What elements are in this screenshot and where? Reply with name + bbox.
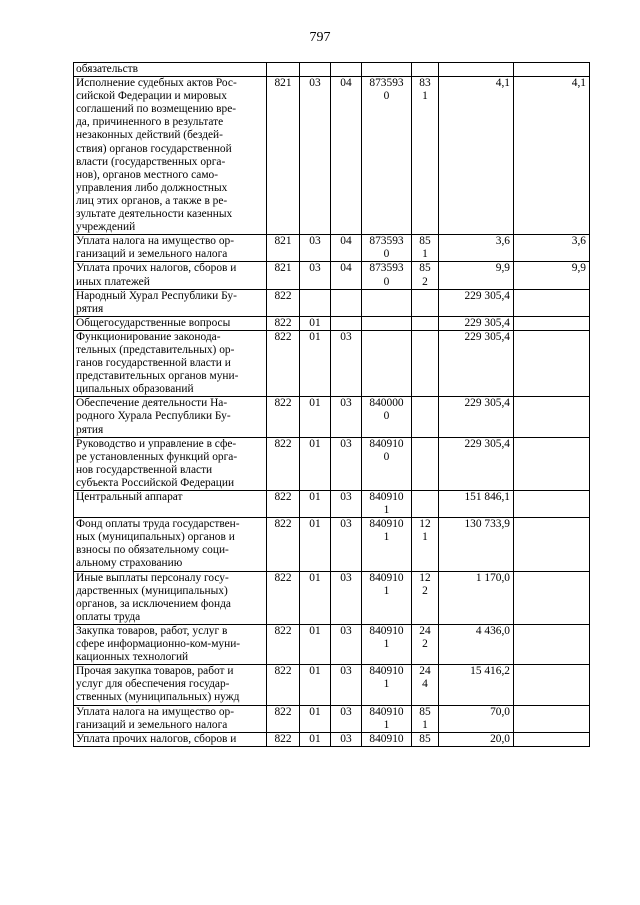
subsection-code-cell (331, 289, 362, 316)
amount-cell-1: 229 305,4 (439, 316, 514, 330)
table-row (74, 330, 590, 396)
row-name-cell: Функционирование законода- тельных (представительных) ор- ганов государственной власти и представительных органов муни- ципальных образований (74, 330, 267, 396)
target-article-cell: 840000 0 (362, 397, 412, 437)
row-name-cell: Закупка товаров, работ, услуг в сфере информационно-ком-муни- кационных технологий (74, 624, 267, 664)
amount-cell-1: 229 305,4 (439, 397, 514, 437)
table-row (74, 289, 590, 316)
subsection-code-cell: 03 (331, 732, 362, 746)
amount-cell-1: 15 416,2 (439, 665, 514, 705)
amount-cell-1: 130 733,9 (439, 518, 514, 571)
section-code-cell (300, 289, 331, 316)
subsection-code-cell: 04 (331, 235, 362, 262)
table-row (74, 63, 590, 77)
ministry-code-cell: 822 (267, 289, 300, 316)
expense-type-cell: 24 4 (412, 665, 439, 705)
amount-cell-2 (514, 330, 590, 396)
ministry-code-cell: 821 (267, 262, 300, 289)
row-name-cell: Прочая закупка товаров, работ и услуг для обеспечения государ- ственных (муниципальных) нужд (74, 665, 267, 705)
target-article-cell: 840910 1 (362, 518, 412, 571)
section-code-cell: 01 (300, 732, 331, 746)
ministry-code-cell: 822 (267, 665, 300, 705)
subsection-code-cell: 03 (331, 571, 362, 624)
amount-cell-1: 1 170,0 (439, 571, 514, 624)
amount-cell-1: 4 436,0 (439, 624, 514, 664)
amount-cell-2 (514, 518, 590, 571)
expense-type-cell (412, 330, 439, 396)
table-row (74, 77, 590, 235)
amount-cell-1: 229 305,4 (439, 289, 514, 316)
ministry-code-cell: 821 (267, 77, 300, 235)
target-article-cell (362, 330, 412, 396)
expense-type-cell: 83 1 (412, 77, 439, 235)
amount-cell-1: 9,9 (439, 262, 514, 289)
expense-type-cell: 12 2 (412, 571, 439, 624)
amount-cell-1: 3,6 (439, 235, 514, 262)
expense-type-cell (412, 491, 439, 518)
table-row (74, 705, 590, 732)
section-code-cell: 03 (300, 77, 331, 235)
ministry-code-cell: 822 (267, 316, 300, 330)
section-code-cell: 01 (300, 705, 331, 732)
expense-type-cell: 85 2 (412, 262, 439, 289)
ministry-code-cell: 822 (267, 491, 300, 518)
amount-cell-1: 4,1 (439, 77, 514, 235)
subsection-code-cell: 04 (331, 262, 362, 289)
target-article-cell (362, 289, 412, 316)
ministry-code-cell: 822 (267, 571, 300, 624)
amount-cell-2: 9,9 (514, 262, 590, 289)
row-name-cell: Уплата прочих налогов, сборов и иных платежей (74, 262, 267, 289)
amount-cell-2 (514, 397, 590, 437)
ministry-code-cell: 822 (267, 397, 300, 437)
ministry-code-cell: 822 (267, 732, 300, 746)
ministry-code-cell: 822 (267, 437, 300, 490)
row-name-cell: Уплата налога на имущество ор- ганизаций и земельного налога (74, 705, 267, 732)
amount-cell-1: 229 305,4 (439, 330, 514, 396)
subsection-code-cell: 03 (331, 624, 362, 664)
amount-cell-2 (514, 571, 590, 624)
amount-cell-2: 3,6 (514, 235, 590, 262)
row-name-cell: Руководство и управление в сфе- ре установленных функций орга- нов государственной власти субъекта Российской Федерации (74, 437, 267, 490)
expense-type-cell (412, 397, 439, 437)
subsection-code-cell (331, 316, 362, 330)
target-article-cell (362, 316, 412, 330)
ministry-code-cell: 822 (267, 518, 300, 571)
target-article-cell: 840910 0 (362, 437, 412, 490)
subsection-code-cell: 03 (331, 437, 362, 490)
expense-type-cell: 24 2 (412, 624, 439, 664)
expense-type-cell: 85 (412, 732, 439, 746)
target-article-cell: 840910 (362, 732, 412, 746)
table-row (74, 235, 590, 262)
ministry-code-cell (267, 63, 300, 77)
amount-cell-2: 4,1 (514, 77, 590, 235)
amount-cell-1: 20,0 (439, 732, 514, 746)
section-code-cell: 01 (300, 491, 331, 518)
target-article-cell: 873593 0 (362, 77, 412, 235)
table-row (74, 665, 590, 705)
expense-type-cell: 85 1 (412, 705, 439, 732)
expense-type-cell (412, 63, 439, 77)
amount-cell-2 (514, 63, 590, 77)
row-name-cell: Иные выплаты персоналу госу- дарственных (муниципальных) органов, за исключением фонда оплаты труда (74, 571, 267, 624)
subsection-code-cell: 03 (331, 665, 362, 705)
amount-cell-2 (514, 624, 590, 664)
section-code-cell: 01 (300, 316, 331, 330)
amount-cell-2 (514, 705, 590, 732)
table-row (74, 437, 590, 490)
row-name-cell: Центральный аппарат (74, 491, 267, 518)
target-article-cell: 873593 0 (362, 235, 412, 262)
table-row (74, 262, 590, 289)
subsection-code-cell: 03 (331, 330, 362, 396)
amount-cell-2 (514, 289, 590, 316)
section-code-cell: 01 (300, 665, 331, 705)
section-code-cell: 01 (300, 624, 331, 664)
ministry-code-cell: 822 (267, 624, 300, 664)
amount-cell-2 (514, 732, 590, 746)
amount-cell-1: 151 846,1 (439, 491, 514, 518)
ministry-code-cell: 821 (267, 235, 300, 262)
subsection-code-cell: 03 (331, 397, 362, 437)
table-row (74, 732, 590, 746)
amount-cell-2 (514, 437, 590, 490)
expense-type-cell: 85 1 (412, 235, 439, 262)
target-article-cell: 840910 1 (362, 624, 412, 664)
subsection-code-cell (331, 63, 362, 77)
target-article-cell: 840910 1 (362, 491, 412, 518)
ministry-code-cell: 822 (267, 330, 300, 396)
section-code-cell: 01 (300, 330, 331, 396)
row-name-cell: Общегосударственные вопросы (74, 316, 267, 330)
table-row (74, 624, 590, 664)
expense-type-cell: 12 1 (412, 518, 439, 571)
target-article-cell: 873593 0 (362, 262, 412, 289)
table-row (74, 397, 590, 437)
row-name-cell: Фонд оплаты труда государствен- ных (муниципальных) органов и взносы по обязательному соци- альному страхованию (74, 518, 267, 571)
expense-type-cell (412, 289, 439, 316)
table-row (74, 571, 590, 624)
target-article-cell: 840910 1 (362, 571, 412, 624)
target-article-cell: 840910 1 (362, 705, 412, 732)
table-row (74, 518, 590, 571)
subsection-code-cell: 03 (331, 491, 362, 518)
ministry-code-cell: 822 (267, 705, 300, 732)
row-name-cell: Обеспечение деятельности На- родного Хурала Республики Бу- рятия (74, 397, 267, 437)
section-code-cell: 01 (300, 518, 331, 571)
table-row (74, 316, 590, 330)
expense-type-cell (412, 437, 439, 490)
section-code-cell: 03 (300, 262, 331, 289)
amount-cell-1: 70,0 (439, 705, 514, 732)
page-number: 797 (309, 30, 331, 45)
subsection-code-cell: 03 (331, 705, 362, 732)
row-name-cell: Уплата прочих налогов, сборов и (74, 732, 267, 746)
subsection-code-cell: 03 (331, 518, 362, 571)
amount-cell-2 (514, 665, 590, 705)
amount-cell-2 (514, 491, 590, 518)
expense-type-cell (412, 316, 439, 330)
table-body (74, 63, 590, 747)
amount-cell-1 (439, 63, 514, 77)
amount-cell-2 (514, 316, 590, 330)
target-article-cell: 840910 1 (362, 665, 412, 705)
section-code-cell: 01 (300, 571, 331, 624)
subsection-code-cell: 04 (331, 77, 362, 235)
row-name-cell: Уплата налога на имущество ор- ганизаций и земельного налога (74, 235, 267, 262)
section-code-cell: 03 (300, 235, 331, 262)
row-name-cell: Народный Хурал Республики Бу- рятия (74, 289, 267, 316)
target-article-cell (362, 63, 412, 77)
budget-table (73, 62, 590, 747)
amount-cell-1: 229 305,4 (439, 437, 514, 490)
section-code-cell: 01 (300, 437, 331, 490)
table-row (74, 491, 590, 518)
section-code-cell (300, 63, 331, 77)
row-name-cell: обязательств (74, 63, 267, 77)
row-name-cell: Исполнение судебных актов Рос- сийской Федерации и мировых соглашений по возмещению вре- да, причиненного в результате незаконных действий (бездей- ствия) органов государственной власти (государственных орга- нов), органов местного само- управления либо должностных лиц этих органов, а также в ре- зультате деятельности казенных учреждений (74, 77, 267, 235)
section-code-cell: 01 (300, 397, 331, 437)
